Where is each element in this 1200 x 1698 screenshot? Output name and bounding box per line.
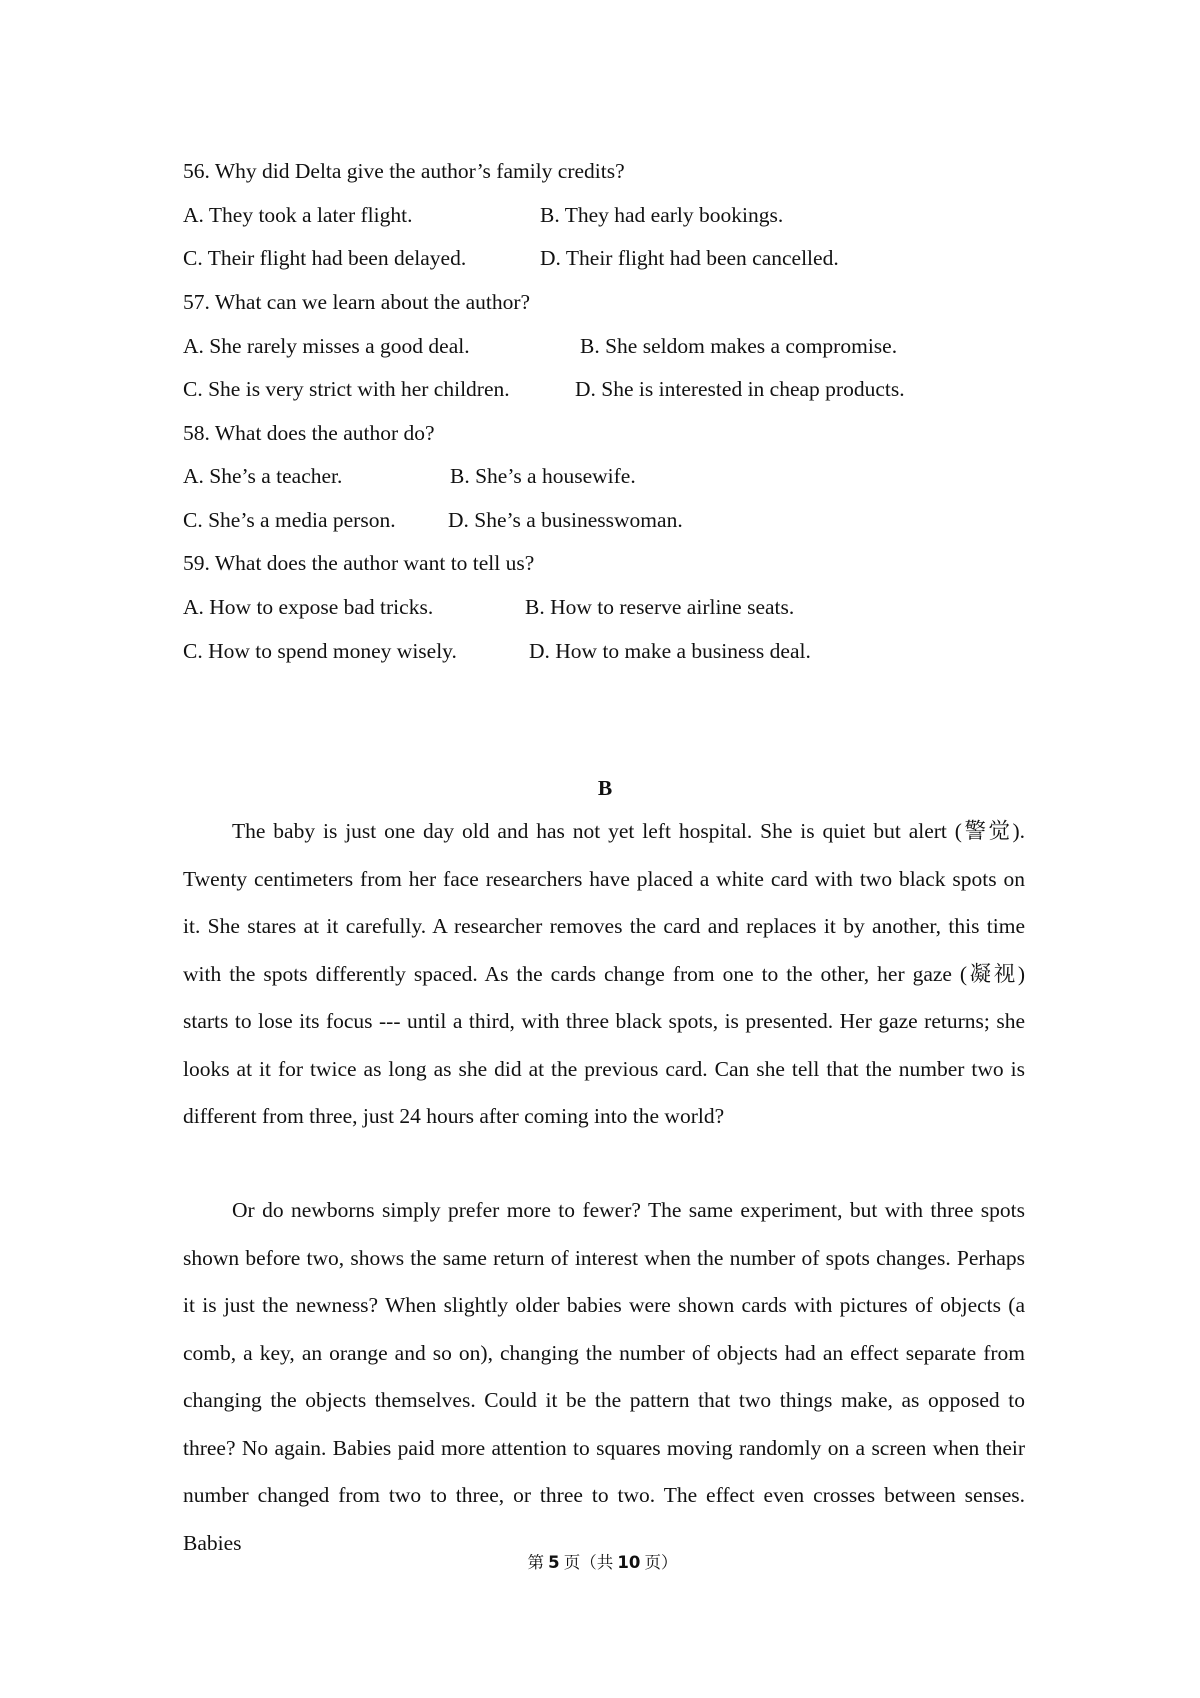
section-title: B (597, 776, 613, 800)
question-stem: 59. What does the author want to tell us? (183, 551, 535, 575)
option-row (183, 636, 811, 666)
option-c: C. She is very strict with her children. (183, 377, 510, 401)
option-row (183, 592, 795, 622)
option-d: D. She’s a businesswoman. (448, 508, 683, 532)
option-row (183, 331, 898, 361)
passage-paragraph-2: Or do newborns simply prefer more to fewer? The same experiment, but with three spots shown before two, shows the same return of interest when the number of spots changes. Perhaps it is just the newness? When slightly older babies were shown cards with pictures of objects (a comb, a key, an orange and so on), changing the number of objects had an effect separate from changing the objects themselves. Could it be the pattern that two things make, as opposed to three? No again. Babies paid more attention to squares moving randomly on a screen when their number changed from two to three, or three to two. The effect even crosses between senses. Babies (183, 1198, 1025, 1555)
option-d: D. Their flight had been cancelled. (540, 246, 839, 270)
option-row (183, 200, 784, 230)
option-b: B. How to reserve airline seats. (525, 595, 795, 619)
question-stem: 58. What does the author do? (183, 421, 435, 445)
question-stem: 57. What can we learn about the author? (183, 290, 531, 314)
passage-paragraph-1: The baby is just one day old and has not yet left hospital. She is quiet but alert (警觉). Twenty centimeters from her face researchers have placed a white card with two black spots on it. She stares at it carefully. A researcher removes the card and replaces it by another, this time with the spots differently spaced. As the cards change from one to the other, her gaze (凝视) starts to lose its focus --- until a third, with three black spots, is presented. Her gaze returns; she looks at it for twice as long as she did at the previous card. Can she tell that the number two is different from three, just 24 hours after coming into the world? (183, 819, 1025, 1128)
option-d: D. She is interested in cheap products. (575, 377, 905, 401)
option-a: A. She’s a teacher. (183, 464, 343, 488)
option-a: A. She rarely misses a good deal. (183, 334, 470, 358)
page-footer (0, 1551, 1200, 1575)
footer-suffix: 页） (644, 1553, 678, 1572)
question-stem: 56. Why did Delta give the author’s family credits? (183, 159, 625, 183)
footer-total-pages: 10 (617, 1553, 641, 1572)
option-b: B. She seldom makes a compromise. (580, 334, 898, 358)
footer-middle: 页（共 (563, 1553, 614, 1572)
footer-prefix: 第 (527, 1553, 545, 1572)
option-d: D. How to make a business deal. (529, 639, 811, 663)
option-c: C. She’s a media person. (183, 508, 396, 532)
option-a: A. How to expose bad tricks. (183, 595, 434, 619)
option-a: A. They took a later flight. (183, 203, 413, 227)
option-row (183, 374, 905, 404)
option-c: C. How to spend money wisely. (183, 639, 457, 663)
option-b: B. They had early bookings. (540, 203, 784, 227)
footer-page-number: 5 (548, 1553, 560, 1572)
option-c: C. Their flight had been delayed. (183, 246, 467, 270)
option-row (183, 505, 683, 535)
option-row (183, 461, 636, 491)
option-row (183, 243, 839, 273)
option-b: B. She’s a housewife. (450, 464, 636, 488)
